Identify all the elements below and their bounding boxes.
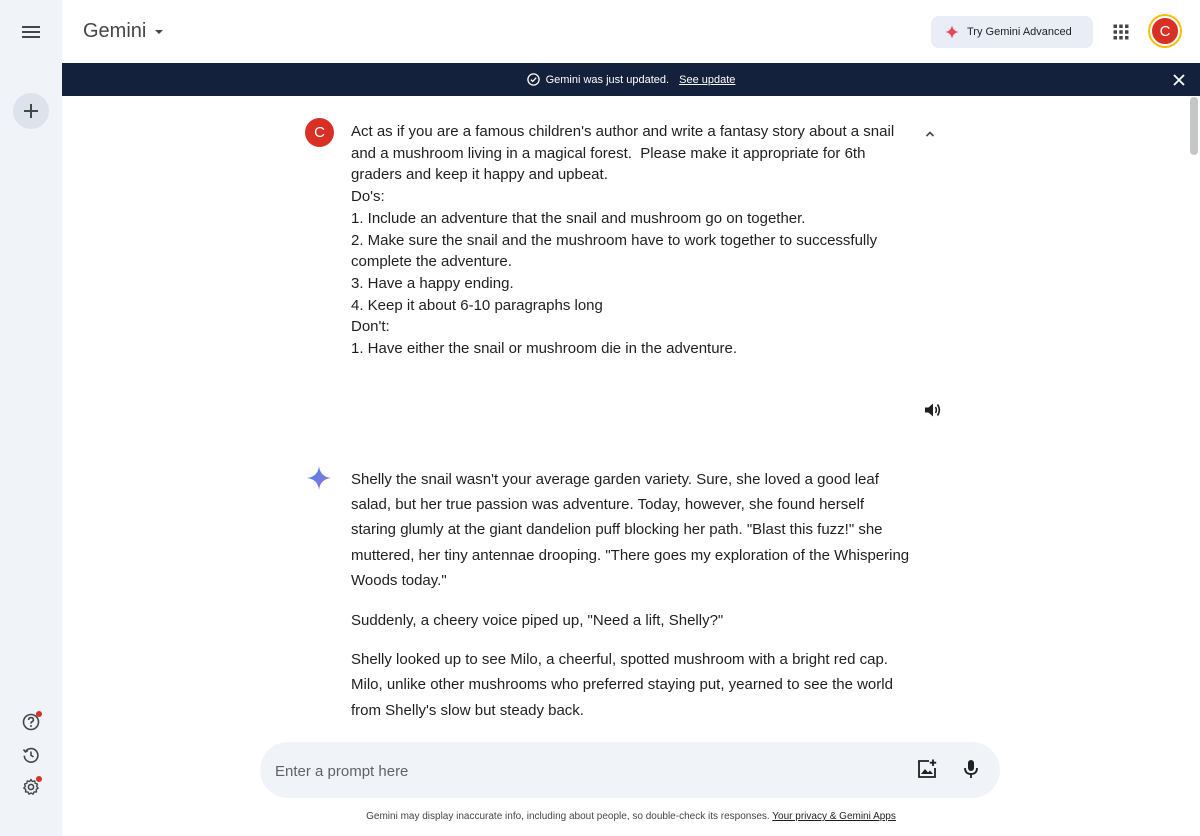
user-avatar: C: [305, 118, 334, 147]
footer-disclaimer: [62, 811, 1200, 822]
prompt-line: Act as if you are a famous children's author and write a fantasy story about a snail: [351, 123, 895, 140]
prompt-line: 3. Have a happy ending.: [351, 274, 514, 292]
apps-button[interactable]: [1107, 18, 1135, 46]
notification-dot: [36, 776, 42, 782]
caret-down-icon: [154, 27, 164, 37]
side-rail: [0, 0, 62, 836]
response-paragraph: Suddenly, a cheery voice piped up, "Need a lift, Shelly?": [351, 611, 724, 629]
history-icon: [22, 746, 40, 764]
menu-button[interactable]: [13, 14, 49, 50]
user-prompt: [351, 121, 896, 360]
top-bar: [62, 0, 1200, 63]
account-avatar[interactable]: [1148, 14, 1182, 48]
listen-button[interactable]: [921, 398, 945, 422]
prompt-line: 4. Keep it about 6-10 paragraphs long: [351, 296, 603, 314]
prompt-line: complete the adventure.: [351, 253, 512, 271]
prompt-bar: [260, 742, 1000, 798]
prompt-line: 1. Have either the snail or mushroom die in the adventure.: [351, 340, 738, 358]
plus-icon: [23, 103, 39, 119]
mic-button[interactable]: [960, 758, 984, 782]
mic-icon: [960, 758, 982, 780]
speaker-icon: [923, 400, 943, 420]
banner-message: Gemini was just updated.: [545, 73, 670, 86]
chevron-up-icon: [925, 129, 935, 139]
banner-close-button[interactable]: [1170, 71, 1188, 89]
brand-title: Gemini: [83, 20, 147, 42]
prompt-line: and a mushroom living in a magical forest. Please make it appropriate for 6th: [351, 144, 866, 162]
new-chat-button[interactable]: [13, 93, 49, 129]
update-banner: [62, 63, 1200, 96]
notification-dot: [36, 711, 42, 717]
check-circle-icon: [527, 73, 540, 86]
scrollbar[interactable]: [1190, 97, 1198, 155]
help-button[interactable]: [13, 704, 49, 740]
try-advanced-button[interactable]: [931, 16, 1093, 48]
try-advanced-label: Try Gemini Advanced: [967, 26, 1072, 38]
activity-button[interactable]: [13, 737, 49, 773]
collapse-prompt-button[interactable]: [920, 124, 940, 144]
prompt-line: Do's:: [351, 188, 385, 206]
avatar-initial: C: [1150, 16, 1180, 46]
apps-grid-icon: [1113, 24, 1129, 40]
model-selector[interactable]: [83, 20, 164, 43]
sparkle-icon: [945, 25, 959, 39]
prompt-input[interactable]: [275, 760, 895, 782]
model-response: [351, 467, 911, 737]
prompt-line: graders and keep it happy and upbeat.: [351, 166, 608, 184]
prompt-line: Don't:: [351, 318, 390, 336]
response-paragraph: Shelly the snail wasn't your average garden variety. Sure, she loved a good leaf salad, but her true passion was adventure. Today, however, she found herself staring glumly at the giant dandelion puff blocking her path. "Blast this fuzz!" she muttered, her tiny antennae drooping. "There goes my exploration of the Whispering Woods today.": [351, 471, 910, 589]
see-update-link[interactable]: See update: [679, 73, 736, 86]
privacy-link[interactable]: Your privacy & Gemini Apps: [772, 811, 896, 822]
disclaimer-text: Gemini may display inaccurate info, including about people, so double-check its responses.: [366, 811, 770, 822]
close-icon: [1173, 74, 1185, 86]
gemini-sparkle-icon: [306, 465, 332, 491]
settings-button[interactable]: [13, 769, 49, 805]
menu-icon: [21, 22, 41, 42]
prompt-line: 1. Include an adventure that the snail and mushroom go on together.: [351, 209, 806, 227]
image-upload-icon: [916, 758, 938, 780]
prompt-line: 2. Make sure the snail and the mushroom have to work together to successfully: [351, 231, 878, 249]
response-paragraph: Shelly looked up to see Milo, a cheerful, spotted mushroom with a bright red cap. Milo, unlike other mushrooms who preferred staying put, yearned to see the world from Shelly's slow but steady back.: [351, 651, 893, 719]
upload-image-button[interactable]: [916, 758, 940, 782]
